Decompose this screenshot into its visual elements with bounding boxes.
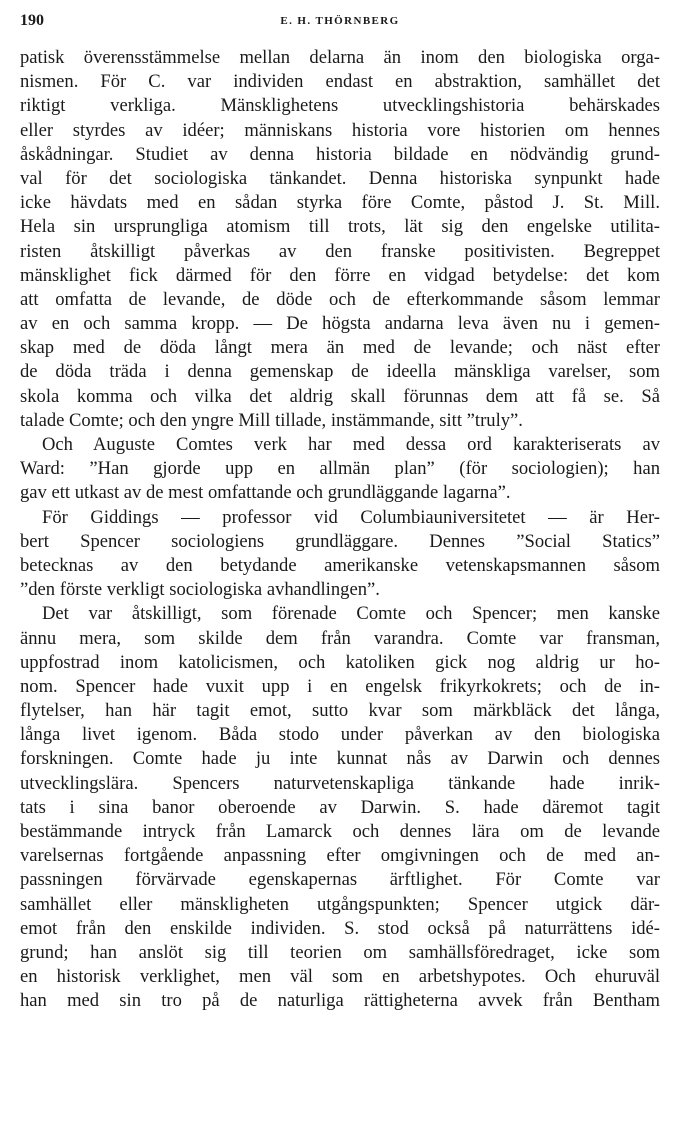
text-line: tats i sina banor oberoende av Darwin. S. hade däremot tagit: [20, 796, 660, 818]
running-head-author: E. H. THÖRNBERG: [280, 15, 400, 27]
running-head: [20, 11, 660, 31]
text-line: För Giddings — professor vid Columbiauniversitetet — är Her-: [42, 506, 660, 528]
text-line: talade Comte; och den yngre Mill tillade, instämmande, sitt ”truly”.: [20, 409, 523, 431]
text-line: Ward: ”Han gjorde upp en allmän plan” (för sociologien); han: [20, 458, 660, 480]
text-line: ännu mera, som skilde dem från varandra. Comte var fransman,: [20, 627, 660, 649]
text-line: uppfostrad inom katolicismen, och katoliken gick nog aldrig ur ho-: [20, 651, 660, 673]
text-line: varelsernas fortgående anpassning efter omgivningen och de med an-: [20, 845, 660, 867]
text-line: de döda träda i denna gemenskap de ideella mänskliga varelser, som: [20, 361, 660, 383]
text-line: mänsklighet fick därmed för den förre en vidgad betydelse: det kom: [20, 264, 660, 286]
text-line: Hela sin ursprungliga atomism till trots, lät sig den engelske utilita-: [20, 216, 660, 238]
text-line: passningen förvärvade egenskapernas ärftlighet. För Comte var: [20, 869, 660, 891]
text-line: val för det sociologiska tänkandet. Denna historiska synpunkt hade: [20, 167, 660, 189]
text-line: betecknas av den betydande amerikanske vetenskapsmannen såsom: [20, 554, 660, 576]
text-line: skola komma och vilka det aldrig skall förunnas dem att få se. Så: [20, 385, 660, 407]
text-line: patisk överensstämmelse mellan delarna än inom den biologiska orga-: [20, 47, 660, 68]
text-line: utvecklingslära. Spencers naturvetenskapliga tänkande hade inrik-: [20, 772, 660, 794]
text-line: han med sin tro på de naturliga rättigheterna avvek från Bentham: [20, 990, 660, 1012]
text-line: emot från den enskilde individen. S. stod också på naturrättens idé-: [20, 917, 660, 939]
text-line: Och Auguste Comtes verk har med dessa ord karakteriserats av: [42, 434, 660, 455]
text-line: att omfatta de levande, de döde och de efterkommande såsom lemmar: [20, 288, 660, 310]
text-line: nismen. För C. var individen endast en abstraktion, samhället det: [20, 71, 660, 93]
text-line: flytelser, han här tagit emot, sutto kvar som märkbläck det långa,: [20, 700, 660, 722]
text-line: riktigt verkliga. Mänsklighetens utvecklingshistoria behärskades: [20, 95, 660, 117]
text-line: eller styrdes av idéer; människans historia vore historien om hennes: [20, 119, 660, 141]
text-line: forskningen. Comte hade ju inte kunnat nås av Darwin och dennes: [20, 748, 660, 770]
text-line: gav ett utkast av de mest omfattande och grundläggande lagarna”.: [20, 482, 511, 504]
text-line: Det var åtskilligt, som förenade Comte och Spencer; men kanske: [42, 603, 660, 625]
page-number: 190: [20, 12, 44, 29]
text-line: risten åtskilligt påverkas av den franske positivisten. Begreppet: [20, 240, 660, 262]
text-line: en historisk verklighet, men väl som en arbetshypotes. Och ehuruväl: [20, 966, 660, 988]
text-line: skap med de döda långt mera än med de levande; och näst efter: [20, 337, 660, 359]
text-line: långa livet igenom. Båda stodo under påverkan av den biologiska: [20, 724, 660, 746]
text-line: åskådningar. Studiet av denna historia bildade en nödvändig grund-: [20, 143, 660, 165]
text-line: nom. Spencer hade vuxit upp i en engelsk frikyrkokrets; och de in-: [20, 675, 660, 697]
text-line: icke hävdats med en sådan styrka före Comte, påstod J. St. Mill.: [20, 192, 660, 214]
text-line: samhället eller mänskligheten utgångspunkten; Spencer utgick där-: [20, 893, 660, 915]
text-line: av en och samma kropp. — De högsta andarna leva även nu i gemen-: [20, 313, 660, 335]
text-line: grund; han anslöt sig till teorien om samhällsföredraget, icke som: [20, 941, 660, 963]
text-line: bert Spencer sociologiens grundläggare. Dennes ”Social Statics”: [20, 530, 660, 552]
text-line: ”den förste verkligt sociologiska avhandlingen”.: [20, 579, 380, 601]
text-line: bestämmande intryck från Lamarck och dennes lära om de levande: [20, 821, 660, 842]
body-text: [20, 46, 660, 1014]
